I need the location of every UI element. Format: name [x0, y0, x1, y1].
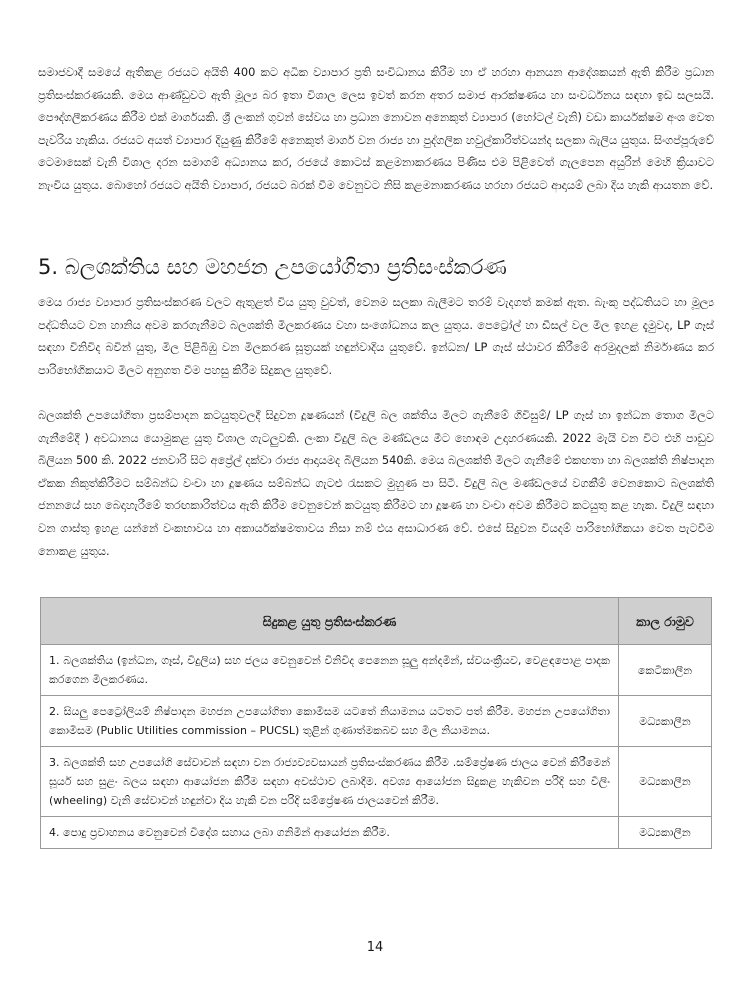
table-row: [41, 817, 712, 849]
reform-text: 4. පොදු ප්‍රවාහනය වෙනුවෙන් විදේශ සහාය ලබා ගනිමින් ආයෝජන කිරීම.: [41, 817, 619, 849]
timeframe-cell: මධ්‍යකාලීන: [619, 696, 712, 747]
timeframe-cell: මධ්‍යකාලීන: [619, 747, 712, 817]
table-row: [41, 696, 712, 747]
section-paragraph-2: බලශක්ති උපයෝගිතා ප්‍රසම්පාදන කටයුතුවලදී සිදුවන දූෂණයන් (විදුලි බල ශක්තිය මිලට ගැනීමේ ගිවිසුම්/ LP ගෑස් හා ඉන්ධන තොග මිලට ගැනීමේදී ) අවධානය යොමුකළ යුතු විශාල ගැටලුවකි. ලංකා විදුලි බල මණ්ඩලය මීට හොඳම උදාහරණයකි. 2022 මැයි වන විට එහි පාඩුව බිලියන 500 කි. 2022 ජනවාරි සිට අප්‍රේල් දක්වා රාජ්‍ය ආදායමද බිලියන 540කි. මෙය බලශක්ති මිලට ගැනීමේ එකඟතා හා බලශක්ති නිෂ්පාදන ඒකක නිකුත්කිරීමට සම්බන්ධ වංචා හා දූෂණය සම්බන්ධ ගැටළු රැසකට මුහුණ පා සිටී. විදුලි බල මණ්ඩලයේ වගකීම් වෙනකොට බලශක්ති ජනනයේ සහ බෙදාහැරීමේ තරඟකාරිත්වය ඇති කිරීම වෙනුවෙන් කටයුතු කිරීමට හා දූෂණ හා වංචා අවම කිරීමට කටයුතු කළ හැක. විදුලි සඳහා වන ගාස්තු ඉහළ යන්නේ වංකභාවය හා අකාර්යක්ෂමතාවය නිසා නම් එය අසාධාරණ වේ. එසේ සිදුවන වියදම් පාරිභෝගිකයා වෙත පැටවීම නොකළ යුතුය.: [38, 408, 714, 558]
reform-text: 3. බලශක්ති සහ උපයෝගි සේවාවන් සඳහා වන රාජ්‍යව්‍යවසායන් ප්‍රතිසංස්කරණය කිරීම .සම්ප්‍රේෂණ ජාලය වෙන් කිරීමෙන් සූර්ය සහ සුළං බලය සඳහා ආයෝජන කිරීම සඳහා අවස්ථාව ලබාදීම. අවශ්‍ය ආයෝජන සිදුකළ හැකිවන පරිදි සහ වීලිං (wheeling) වැනි සේවාවන් හඳුන්වා දිය හැකි වන පරිදි සම්ප්‍රේෂණ ජාලයවෙන් කිරීම.: [41, 747, 619, 817]
timeframe-cell: මධ්‍යකාලීන: [619, 817, 712, 849]
intro-paragraph: සමාජවාදී සමයේ ඇතිකළ රජයට අයිති 400 කට අධික ව්‍යාපාර ප්‍රති සංවිධානය කිරීම හා ඒ හරහා ආනයන ආදේශකයන් ඇති කිරීම ප්‍රධාන ප්‍රතිසංස්කරණයකි. මෙය ආණ්ඩුවට ඇති මූල්‍ය බර ඉතා විශාල ලෙස ඉවත් කරන අතර සමාජ ආරක්ෂණය හා සංවර්ධනය සඳහා ඉඩ සලසයි. පෞද්ගලීකරණය කිරීම එක් මාර්ගයකි. ශ්‍රී ලංකන් ගුවන් සේවය හා ප්‍රධාන නොවන අනෙකුත් ව්‍යාපාර (හෝටල් වැනි) වඩා කාර්යක්ෂම අංශ වෙත පැවරිය හැකිය. රජයට අයත් ව්‍යාපාර දියුණු කිරීමේ අනෙකුත් මාර්ග වන රාජ්‍ය හා පුද්ගලික හවුල්කාරිත්වයන්ද සලකා බැලිය යුතුය. සිංගප්පූරුවේ ටෙමාසෙක් වැනි විශාල දරන සමාගම් අධ්‍යානය කර, රජයේ කොටස් කළමනාකරණය පිණිස එම පිළිවෙත් ගැලපෙන අයුරින් මෙහි ක්‍රියාවට නැංවිය යුතුය. බොහෝ රජයට අයිති ව්‍යාපාර, රජයට බරක් වීම වෙනුවට නිසි කළමනාකරණය හරහා රජයට ආදායම් ලබා දිය හැකි ආයතන වේ.: [38, 65, 714, 192]
table-row: [41, 747, 712, 817]
section-heading: 5. බලශක්තිය සහ මහජන උපයෝගිතා ප්‍රතිසංස්කරණ: [38, 255, 507, 279]
page-number: 14: [366, 940, 384, 955]
reforms-table: [40, 597, 712, 849]
timeframe-cell: කෙටිකාලීන: [619, 645, 712, 696]
table-header-row: [41, 598, 712, 645]
table-row: [41, 645, 712, 696]
header-reform: සිදුකළ යුතු ප්‍රතිසංස්කරණ: [41, 598, 619, 645]
section-paragraph-1: මෙය රාජ්‍ය ව්‍යාපාර ප්‍රතිසංස්කරණ වලට ඇතුළත් විය යුතු වුවත්, වෙනම සලකා බැලීමට තරම් වැදගත් කමක් ඇත. බැංකු පද්ධතියට හා මූල්‍ය පද්ධතියට වන හානිය අවම කරගැනීමට බලශක්ති මිලකරණය වහා සංශෝධනය කල යුතුය. පෙට්‍රෝල් හා ඩීසල් වල මිල ඉහළ දැමුවද, LP ගෑස් සඳහා විනිවිද බවින් යුතු, මිල පිළිබිඹු වන මිලකරණ සූත්‍රයක් හඳුන්වාදිය යුතුවේ. ඉන්ධන/ LP ගෑස් ස්ථාවර කිරීමේ අරමුදලක් නිර්මාණය කර පාරිභෝගිකයාට මිලට අනුගත වීම පහසු කිරීම සිදුකල යුතුවේ.: [38, 295, 714, 377]
reform-text: 2. සියලු පෙට්‍රෝලියම් නිෂ්පාදන මහජන උපයෝගිතා කොමිසම යටතේ නියාමනය යටතට පත් කිරීම. මහජන උපයෝගිතා කොමිසම (Public Utilities commission – PUCSL) තුළින් ගුණාත්මකබව සහ මිල නියාමනය.: [41, 696, 619, 747]
header-timeframe: කාල රාමුව: [619, 598, 712, 645]
reform-text: 1. බලශක්තිය (ඉන්ධන, ගෑස්, විදුලිය) සහ ජලය වෙනුවෙන් විනිවිද පෙනෙන සූලු අන්දමින්, ස්වයංක්‍රීයව, වෙළඳපොළ පාදක කරගෙන මිලකරණය.: [41, 645, 619, 696]
